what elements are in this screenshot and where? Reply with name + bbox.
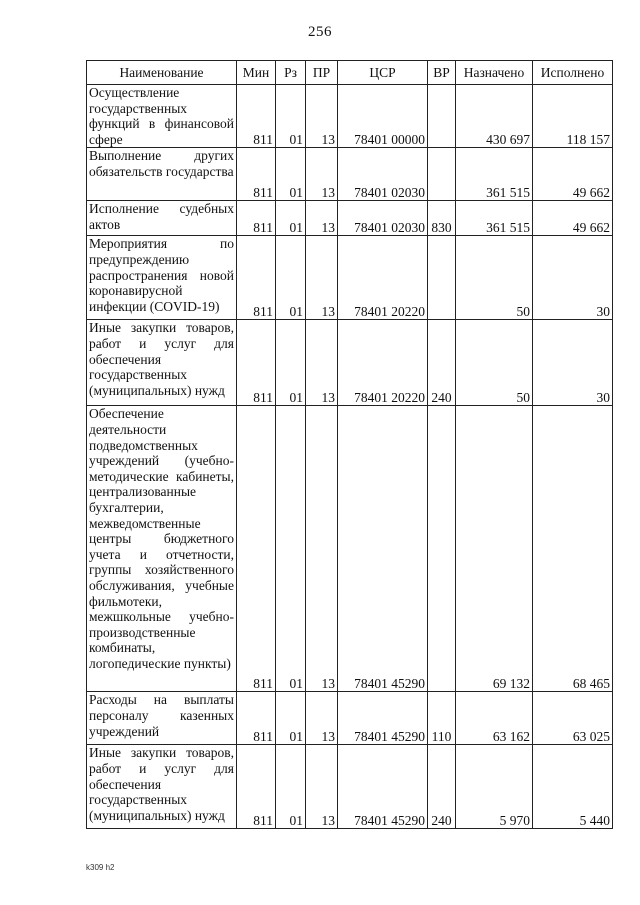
header-pr: ПР bbox=[306, 61, 338, 85]
table-row bbox=[87, 406, 613, 692]
row-csr: 78401 20220 bbox=[338, 236, 428, 320]
row-vr: 110 bbox=[428, 692, 456, 745]
header-rz: Рз bbox=[276, 61, 306, 85]
row-min: 811 bbox=[237, 236, 276, 320]
row-csr: 78401 45290 bbox=[338, 406, 428, 692]
row-pr: 13 bbox=[306, 692, 338, 745]
row-executed: 118 157 bbox=[533, 85, 613, 148]
row-assigned: 50 bbox=[456, 236, 533, 320]
row-assigned: 5 970 bbox=[456, 745, 533, 829]
row-executed: 5 440 bbox=[533, 745, 613, 829]
row-min: 811 bbox=[237, 201, 276, 236]
row-pr: 13 bbox=[306, 745, 338, 829]
table-row bbox=[87, 201, 613, 236]
row-assigned: 63 162 bbox=[456, 692, 533, 745]
row-name: Мероприятия по предупреждению распространения новой коронавирусной инфекции (COVID-19) bbox=[87, 236, 237, 320]
row-rz: 01 bbox=[276, 320, 306, 406]
table-row bbox=[87, 745, 613, 829]
row-pr: 13 bbox=[306, 148, 338, 201]
row-name: Иные закупки товаров, работ и услуг для обеспечения государственных (муниципальных) нужд bbox=[87, 320, 237, 406]
footer-code: k309 h2 bbox=[86, 863, 115, 872]
header-assigned: Назначено bbox=[456, 61, 533, 85]
row-rz: 01 bbox=[276, 201, 306, 236]
table-row bbox=[87, 148, 613, 201]
row-rz: 01 bbox=[276, 148, 306, 201]
row-vr bbox=[428, 148, 456, 201]
row-name: Расходы на выплаты персоналу казенных учреждений bbox=[87, 692, 237, 745]
budget-table bbox=[86, 60, 613, 829]
row-min: 811 bbox=[237, 406, 276, 692]
header-vr: ВР bbox=[428, 61, 456, 85]
header-name: Наименование bbox=[87, 61, 237, 85]
row-executed: 68 465 bbox=[533, 406, 613, 692]
row-vr bbox=[428, 406, 456, 692]
row-assigned: 430 697 bbox=[456, 85, 533, 148]
header-executed: Исполнено bbox=[533, 61, 613, 85]
row-name: Обеспечение деятельности подведомственных учреждений (учебно-методические кабинеты, централизованные бухгалтерии, межведомственные центры бюджетного учета и отчетности, группы хозяйственного обслуживания, учебные фильмотеки, межшкольные учебно-производственные комбинаты, логопедические пункты) bbox=[87, 406, 237, 692]
row-assigned: 50 bbox=[456, 320, 533, 406]
row-csr: 78401 02030 bbox=[338, 201, 428, 236]
row-csr: 78401 02030 bbox=[338, 148, 428, 201]
row-executed: 49 662 bbox=[533, 148, 613, 201]
table-row bbox=[87, 692, 613, 745]
header-min: Мин bbox=[237, 61, 276, 85]
row-min: 811 bbox=[237, 85, 276, 148]
row-executed: 30 bbox=[533, 236, 613, 320]
row-csr: 78401 20220 bbox=[338, 320, 428, 406]
row-rz: 01 bbox=[276, 745, 306, 829]
table-header-row bbox=[87, 61, 613, 85]
header-csr: ЦСР bbox=[338, 61, 428, 85]
table-row bbox=[87, 236, 613, 320]
row-pr: 13 bbox=[306, 320, 338, 406]
table-row bbox=[87, 320, 613, 406]
row-csr: 78401 45290 bbox=[338, 745, 428, 829]
row-csr: 78401 45290 bbox=[338, 692, 428, 745]
page-number: 256 bbox=[308, 24, 332, 40]
row-assigned: 69 132 bbox=[456, 406, 533, 692]
row-executed: 49 662 bbox=[533, 201, 613, 236]
row-executed: 30 bbox=[533, 320, 613, 406]
row-min: 811 bbox=[237, 320, 276, 406]
row-name: Исполнение судебных актов bbox=[87, 201, 237, 236]
row-rz: 01 bbox=[276, 85, 306, 148]
row-min: 811 bbox=[237, 148, 276, 201]
row-rz: 01 bbox=[276, 236, 306, 320]
row-pr: 13 bbox=[306, 85, 338, 148]
row-executed: 63 025 bbox=[533, 692, 613, 745]
row-min: 811 bbox=[237, 745, 276, 829]
row-name: Выполнение других обязательств государства bbox=[87, 148, 237, 201]
row-pr: 13 bbox=[306, 406, 338, 692]
row-vr bbox=[428, 236, 456, 320]
row-rz: 01 bbox=[276, 406, 306, 692]
row-name: Иные закупки товаров, работ и услуг для обеспечения государственных (муниципальных) нужд bbox=[87, 745, 237, 829]
row-assigned: 361 515 bbox=[456, 201, 533, 236]
row-min: 811 bbox=[237, 692, 276, 745]
row-pr: 13 bbox=[306, 201, 338, 236]
row-pr: 13 bbox=[306, 236, 338, 320]
row-rz: 01 bbox=[276, 692, 306, 745]
table-row bbox=[87, 85, 613, 148]
row-csr: 78401 00000 bbox=[338, 85, 428, 148]
row-assigned: 361 515 bbox=[456, 148, 533, 201]
row-vr: 240 bbox=[428, 745, 456, 829]
row-vr: 830 bbox=[428, 201, 456, 236]
row-vr bbox=[428, 85, 456, 148]
row-name: Осуществление государственных функций в финансовой сфере bbox=[87, 85, 237, 148]
row-vr: 240 bbox=[428, 320, 456, 406]
